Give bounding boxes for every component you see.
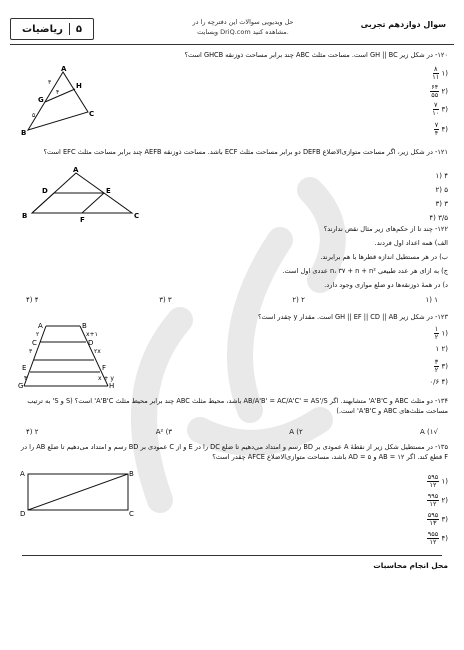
label-H: H xyxy=(76,82,82,90)
q135-figure xyxy=(18,468,138,518)
badge-divider xyxy=(69,23,70,35)
option-number: (۴ xyxy=(441,125,448,134)
q135-option-2[interactable] xyxy=(427,493,448,508)
q120-option-1[interactable] xyxy=(432,66,448,81)
option-number: (۱ xyxy=(441,477,448,486)
q121-figure xyxy=(18,165,143,223)
banner-line-2: وبسایت DriQ.com مشاهده کنید. xyxy=(197,28,289,36)
fraction xyxy=(427,531,439,546)
label-C: C xyxy=(89,110,95,118)
numerator: ۵۹۵ xyxy=(427,473,439,481)
q120-figure xyxy=(18,64,98,140)
option-number: (۱ xyxy=(441,69,448,78)
question-123-text: ۱۲۳- در شکل زیر GH || EF || CD || AB است. مقدار y چقدر است؟ xyxy=(257,313,448,321)
option-number: (۲ xyxy=(441,87,448,96)
q123-option-1[interactable] xyxy=(434,326,448,341)
denominator: ۲ xyxy=(434,366,439,374)
q134-option-2[interactable]: A (۲ xyxy=(289,428,303,436)
banner-line-1: حل ویدیویی سوالات این دفترچه را در xyxy=(192,18,294,26)
q135-option-3[interactable] xyxy=(427,512,448,527)
header-divider xyxy=(10,44,454,45)
question-135-text: ۱۳۵- در مستطیل شکل زیر از نقطهٔ A عمودی بر BD رسم و امتداد می‌دهیم تا ضلع DC را در E و از C عمودی بر BD رسم و امتداد می‌دهیم تا ضلع AB را در F قطع کند. اگر AB = ۱۲ و AD = ۵ باشد، مساحت متوازی‌الاضلاع AFCE چقدر است؟ xyxy=(20,443,448,461)
scratch-area-label: محل انجام محاسبات xyxy=(373,561,448,570)
side-label: ۵ xyxy=(32,112,36,119)
option-number: (۳ xyxy=(441,515,448,524)
footer-divider xyxy=(22,555,442,556)
label-A: A xyxy=(73,166,79,174)
label-A: A xyxy=(38,322,43,330)
fraction xyxy=(427,493,439,508)
option-number: (۴ xyxy=(441,534,448,543)
label-E: E xyxy=(22,364,27,372)
label-C: C xyxy=(134,212,140,220)
series-title: سوال دوازدهم تجربی xyxy=(360,20,446,29)
fraction xyxy=(432,102,439,117)
segment-label: x + y xyxy=(98,375,114,382)
q121-option-1[interactable]: ۴ (۱ xyxy=(435,172,448,180)
numerator: ۷ xyxy=(434,121,439,129)
numerator: ۷ xyxy=(434,101,438,109)
q120-option-3[interactable] xyxy=(432,102,448,117)
q120-option-4[interactable] xyxy=(434,122,448,137)
side-label: ۳ xyxy=(48,79,52,86)
denominator: ۱۲ xyxy=(429,538,437,546)
numerator: ۳ xyxy=(434,358,439,366)
question-122-line-2: الف) همه اعداد اول فردند. xyxy=(374,239,448,247)
label-D: D xyxy=(42,187,48,195)
label-H: H xyxy=(109,382,115,390)
q123-option-2[interactable] xyxy=(436,345,449,353)
denominator: ۴ xyxy=(434,129,439,137)
question-122-line-1: ۱۲۲- چند تا از حکم‌های زیر مثال نقض ندارند؟ xyxy=(323,225,448,233)
denominator: ۱۱ xyxy=(432,73,440,81)
q134-option-4[interactable]: ۲ (۴ xyxy=(26,428,39,436)
segment-label: ۲ xyxy=(36,331,40,338)
q122-option-2[interactable]: ۲ (۲ xyxy=(292,296,305,304)
q135-option-4[interactable] xyxy=(427,531,448,546)
option-number: (۲ xyxy=(441,345,448,353)
label-G: G xyxy=(38,96,44,104)
q122-option-3[interactable]: ۳ (۳ xyxy=(159,296,172,304)
segment-label: ۲x xyxy=(94,348,101,355)
option-value: ۱ xyxy=(435,345,440,353)
option-number: (۴ xyxy=(441,378,448,386)
banner xyxy=(178,17,308,37)
q120-option-2[interactable] xyxy=(430,84,448,99)
q122-options xyxy=(16,296,448,304)
label-C: C xyxy=(32,339,37,347)
q135-option-1[interactable] xyxy=(427,474,448,489)
q123-option-3[interactable] xyxy=(434,359,448,374)
question-121-text: ۱۲۱- در شکل زیر، اگر مساحت متوازی‌الاضلاع DEFB دو برابر مساحت مثلث ECF باشد. مساحت ذوزنقه AEFB چند برابر مساحت مثلث EFC است؟ xyxy=(43,148,448,156)
fraction xyxy=(434,326,440,341)
label-D: D xyxy=(20,510,26,518)
q123-option-4[interactable] xyxy=(429,378,448,386)
label-F: F xyxy=(80,216,85,223)
option-number: (۳ xyxy=(441,105,448,114)
label-B: B xyxy=(129,470,134,478)
q122-option-1[interactable]: ۱ (۱ xyxy=(425,296,438,304)
label-E: E xyxy=(106,187,111,195)
fraction xyxy=(427,512,439,527)
side-label: ۴ xyxy=(56,89,60,96)
fraction xyxy=(432,66,439,81)
q122-option-4[interactable]: ۴ (۴ xyxy=(26,296,39,304)
label-A: A xyxy=(20,470,25,478)
label-A: A xyxy=(61,65,67,73)
q134-option-3[interactable]: A² (۳ xyxy=(155,428,173,436)
page-badge xyxy=(10,18,94,40)
label-B: B xyxy=(82,322,87,330)
question-122-line-5: د) در همهٔ ذوزنقه‌ها دو ضلع موازی وجود دارد. xyxy=(324,281,448,289)
segment-label: ۴ xyxy=(24,375,28,382)
denominator: ۱۲ xyxy=(429,500,437,508)
page-number: ۵ xyxy=(75,23,82,35)
question-134-text: ۱۳۴- دو مثلث ABC و A'B'C' متشابهند. اگر AB/A'B' = AC/A'C' = AS'/S باشد، محیط مثلث ABC چند برابر محیط مثلث A'B'C' است؟ (S و S' به ترتیب مساحت مثلث‌های ABC و A'B'C' است.) xyxy=(27,397,448,415)
q121-option-4[interactable]: ۳/۵ (۴ xyxy=(429,214,448,222)
question-120-text: ۱۲۰- در شکل زیر GH || BC است. مساحت مثلث ABC چند برابر مساحت ذوزنقه GHCB است؟ xyxy=(184,51,448,59)
q121-option-3[interactable]: ۳ (۳ xyxy=(435,200,448,208)
q134-option-1[interactable]: √A (۱ xyxy=(420,428,438,436)
question-122-line-4: ج) به ازای هر عدد طبیعی n، ۳۷ + n + n² عددی اول است. xyxy=(282,267,448,275)
fraction xyxy=(427,474,439,489)
q123-figure xyxy=(18,320,118,390)
label-F: F xyxy=(102,364,107,372)
fraction xyxy=(430,84,439,99)
q134-options xyxy=(16,428,448,436)
label-C: C xyxy=(129,510,134,518)
numerator: ۶۴ xyxy=(431,83,439,91)
option-value: ۰/۶ xyxy=(429,378,440,386)
numerator: ۹۵۵ xyxy=(427,530,439,538)
subject-label: ریاضیات xyxy=(22,23,63,35)
label-B: B xyxy=(21,129,27,137)
denominator: ۱۲ xyxy=(429,481,437,489)
option-number: (۳ xyxy=(441,362,448,371)
denominator: ۵۵ xyxy=(431,91,439,99)
segment-label: x+۱ xyxy=(86,331,98,338)
denominator: ۲ xyxy=(434,333,439,341)
segment-label: ۳ xyxy=(29,348,33,355)
numerator: ۵۹۵ xyxy=(427,511,439,519)
question-122-line-3: ب) در هر مستطیل اندازه قطرها با هم برابرند. xyxy=(320,253,448,261)
label-B: B xyxy=(22,212,28,220)
denominator: ۱۰ xyxy=(432,109,440,117)
fraction xyxy=(434,122,440,137)
option-number: (۲ xyxy=(441,496,448,505)
option-number: (۱ xyxy=(441,329,448,338)
label-G: G xyxy=(18,382,24,390)
q121-option-2[interactable]: ۵ (۲ xyxy=(435,186,448,194)
numerator: ۹۹۵ xyxy=(427,492,439,500)
label-D: D xyxy=(88,339,94,347)
numerator: ۸ xyxy=(434,65,438,73)
numerator: ۱ xyxy=(434,325,439,333)
denominator: ۱۳ xyxy=(429,519,437,527)
fraction xyxy=(434,359,440,374)
